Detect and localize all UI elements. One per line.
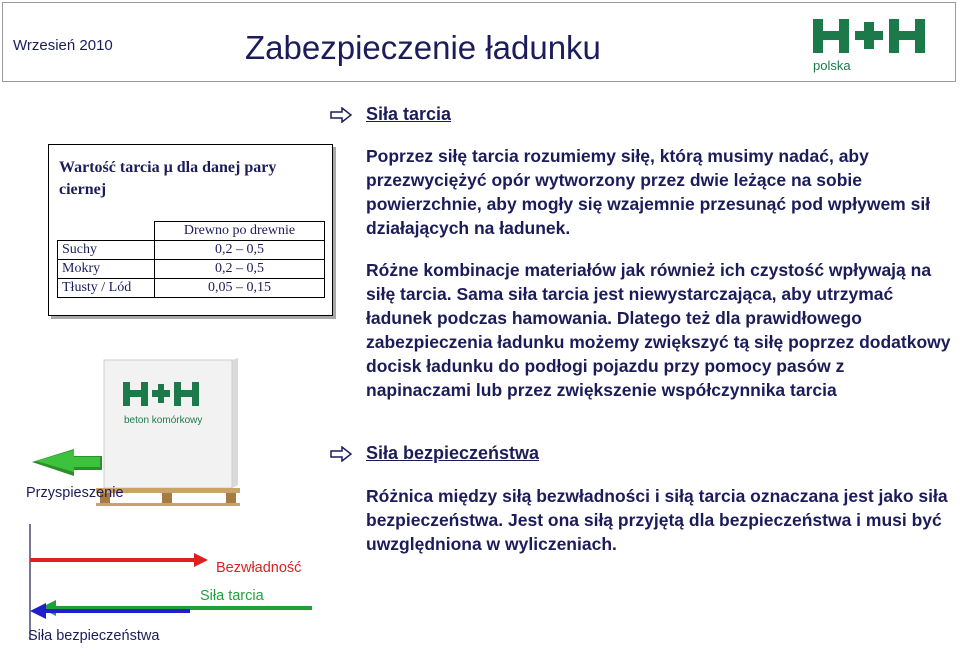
table-row: [58, 279, 325, 298]
label-acceleration: Przyspieszenie: [26, 485, 124, 501]
page-title: Zabezpieczenie ładunku: [245, 29, 601, 66]
bullet-arrow-icon: [330, 107, 352, 123]
label-safety: Siła bezpieczeństwa: [28, 628, 160, 644]
row-value: 0,2 – 0,5: [155, 241, 325, 260]
package-subtitle: beton komórkowy: [124, 415, 203, 426]
friction-table-box: [48, 144, 333, 316]
section-heading-safety: Siła bezpieczeństwa: [366, 443, 540, 463]
table-header-row: [58, 222, 325, 241]
section-heading-friction: Siła tarcia: [366, 104, 452, 124]
hh-logo-icon: [811, 17, 931, 57]
acceleration-arrow-icon: [32, 449, 102, 476]
header-date: Wrzesień 2010: [13, 37, 113, 54]
label-inertia: Bezwładność: [216, 560, 302, 576]
row-value: 0,2 – 0,5: [155, 260, 325, 279]
bullet-arrow-icon: [330, 446, 352, 462]
paragraph-safety-force: Różnica między siłą bezwładności i siłą tarcia oznaczana jest jako siła bezpieczeństwa. Jest ona siłą przyjętą dla bezpieczeństwa i musi być uwzględniona w wyliczeniach.: [366, 486, 948, 554]
logo-subtitle: polska: [813, 58, 851, 73]
inertia-arrow-icon: [30, 553, 208, 567]
row-label: Mokry: [58, 260, 155, 279]
row-label: Suchy: [58, 241, 155, 260]
row-label: Tłusty / Lód: [58, 279, 155, 298]
paragraph-friction-definition: Poprzez siłę tarcia rozumiemy siłę, którą musimy nadać, aby przezwyciężyć opór wytworzony przez dwie leżące na sobie powierzchnie, aby mogły się wzajemnie przesunąć pod wpływem sił działających na ładunek.: [366, 146, 931, 238]
table-row: [58, 241, 325, 260]
table-row: [58, 260, 325, 279]
load-package: [104, 358, 238, 488]
paragraph-friction-combinations: Różne kombinacje materiałów jak również ich czystość wpływają na siłę tarcia. Sama siła tarcia jest niewystarczająca, aby utrzymać ładunek podczas hamowania. Dlatego też dla prawidłowego zabezpieczenia ładunku możemy zwiększyć tą siłę poprzez dodatkowy docisk ładunku do podłogi pojazdu przy pomocy pasów z napinaczami lub przez zwiększenie współczynnika tarcia: [366, 260, 951, 400]
header-bar: [2, 2, 956, 82]
friction-table: [57, 221, 325, 298]
friction-arrow-icon: [40, 600, 312, 616]
load-forces-illustration: [0, 340, 330, 650]
friction-table-title: Wartość tarcia µ dla danej pary ciernej: [59, 159, 277, 198]
row-value: 0,05 – 0,15: [155, 279, 325, 298]
column-header: Drewno po drewnie: [155, 222, 325, 241]
label-friction: Siła tarcia: [200, 588, 264, 604]
